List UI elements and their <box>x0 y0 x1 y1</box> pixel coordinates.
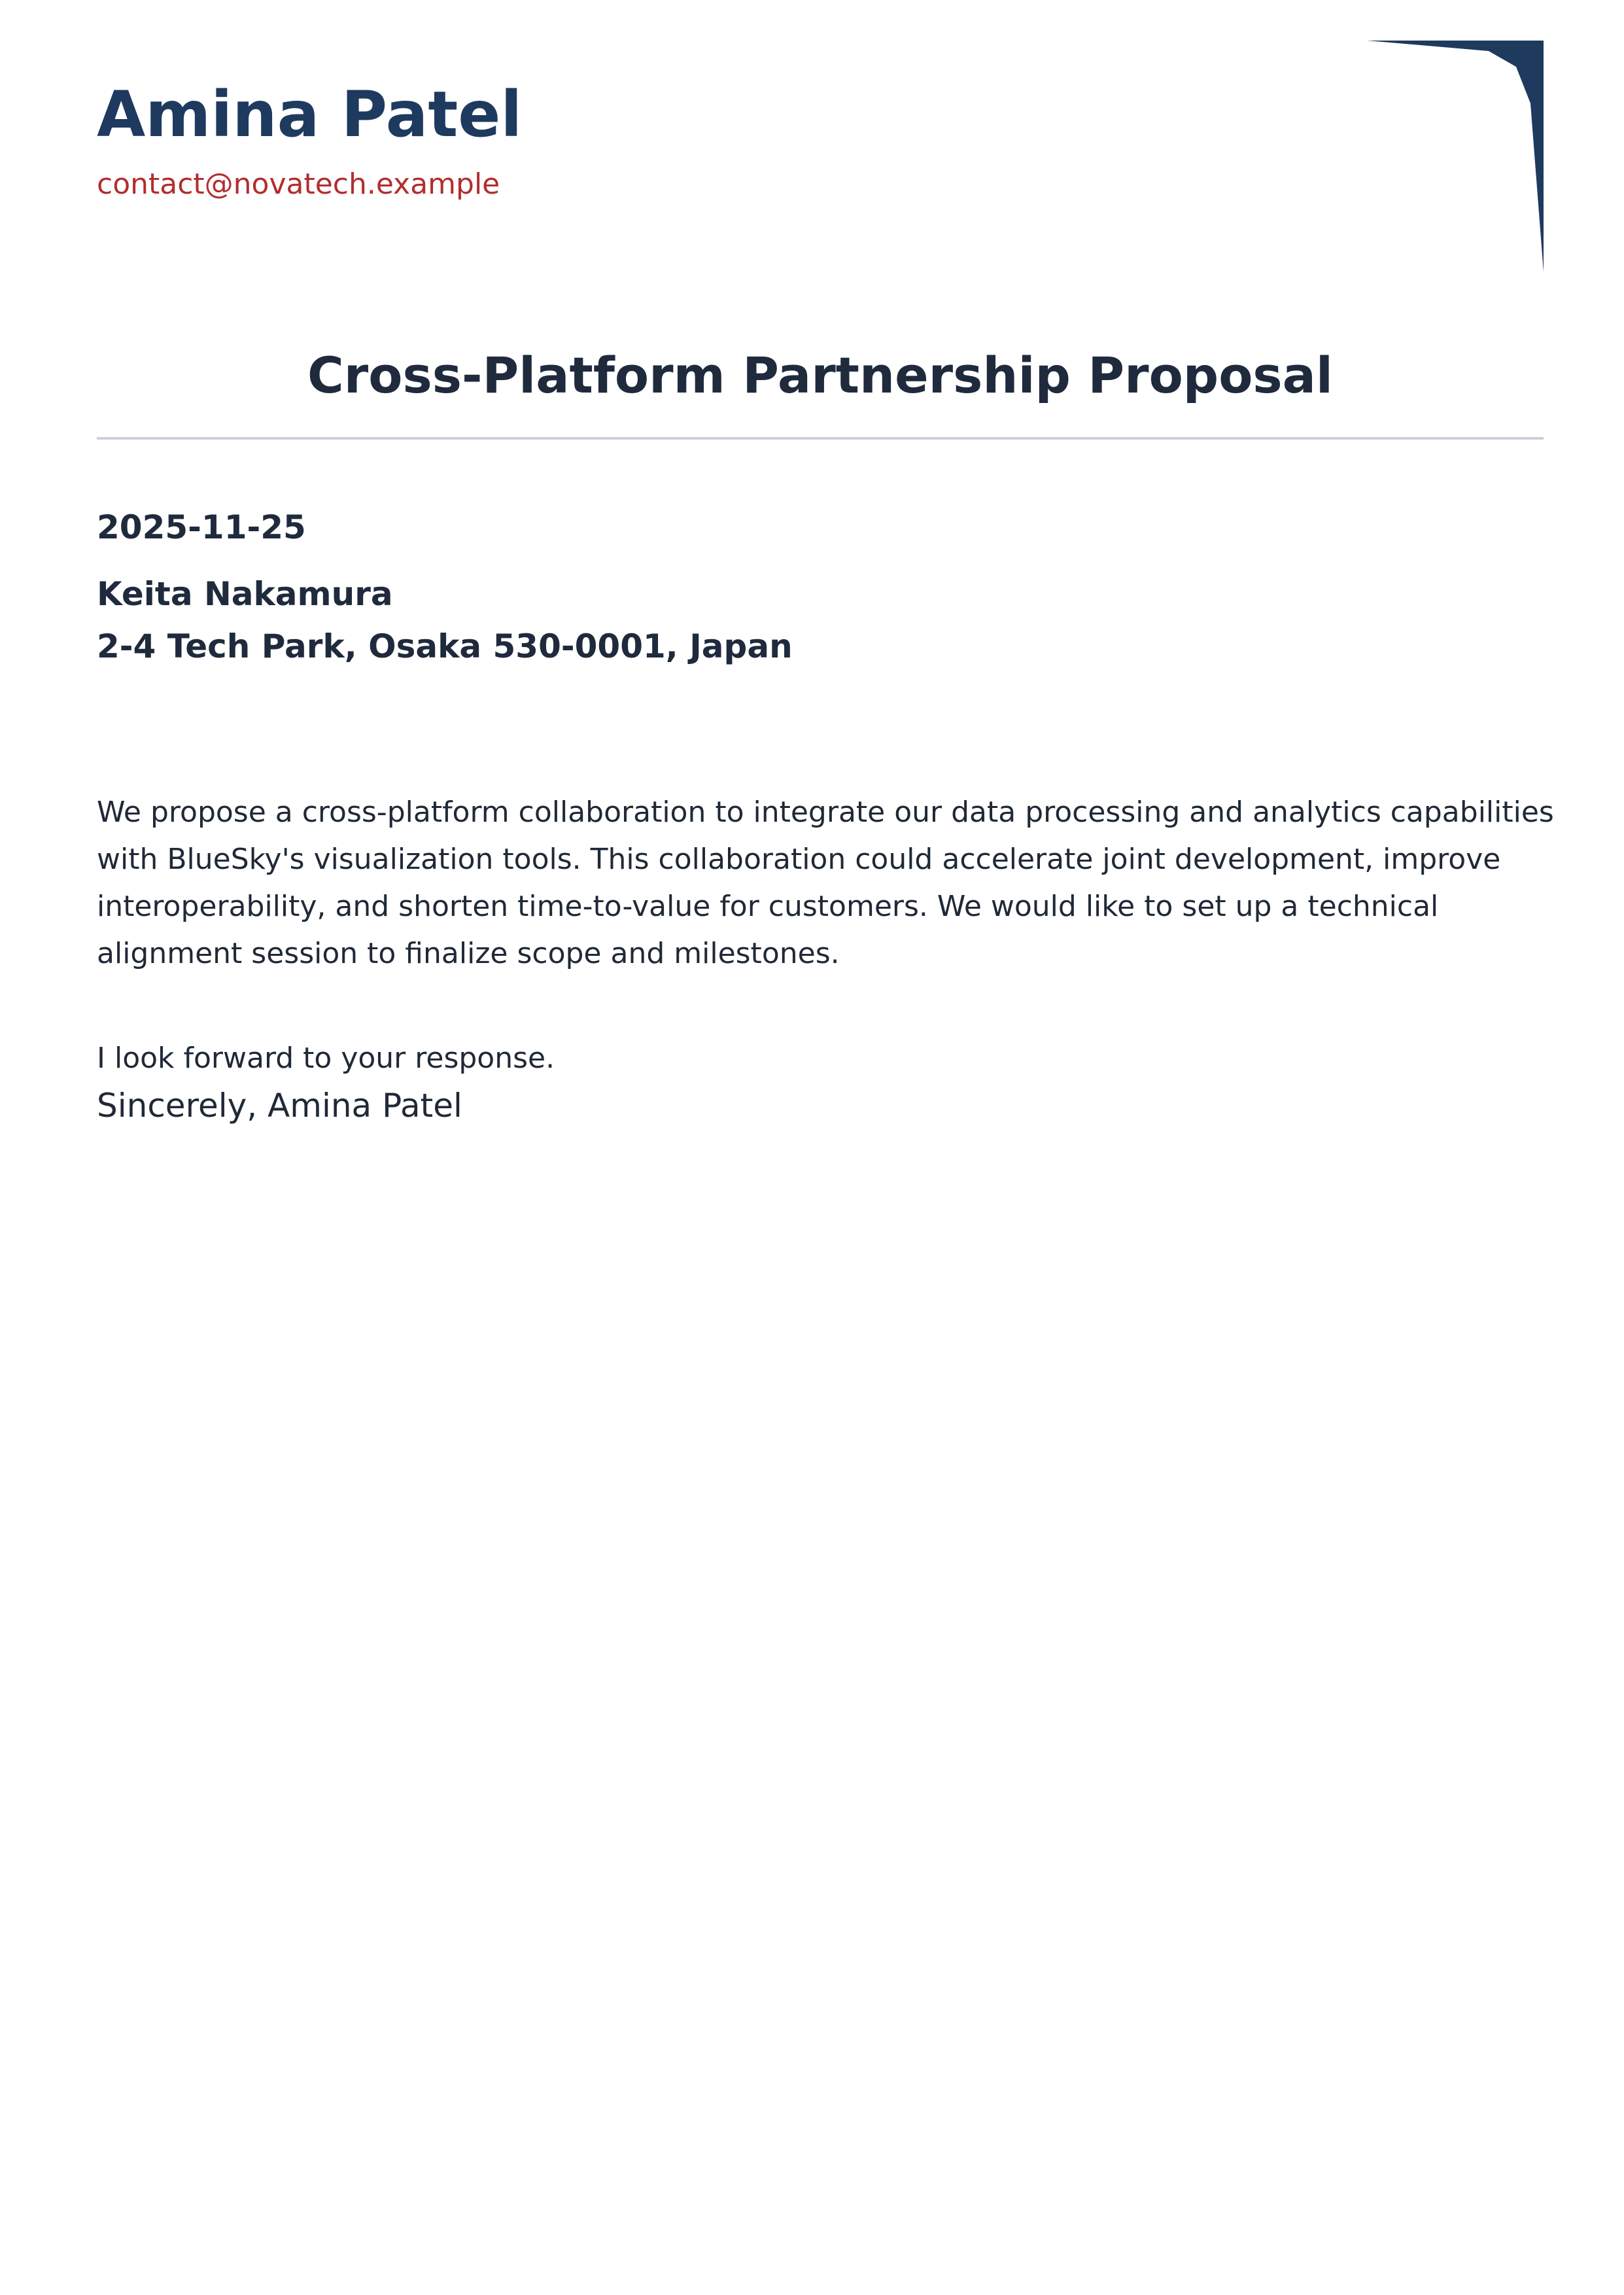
corner-decoration-shape <box>1367 39 1544 275</box>
letter-date: 2025-11-25 <box>97 508 306 546</box>
document-title: Cross-Platform Partnership Proposal <box>307 346 1333 404</box>
sender-name: Amina Patel <box>97 78 523 151</box>
body-paragraph: We propose a cross-platform collaboration to integrate our data processing and analytics capabilities with BlueSky's visualization tools. This collaboration could accelerate joint development, improve interoperability, and shorten time-to-value for customers. We would like to set up a technical alignment session to finalize scope and milestones. <box>97 796 1554 970</box>
sender-email: contact@novatech.example <box>97 167 500 201</box>
title-divider <box>97 437 1544 440</box>
recipient-name: Keita Nakamura <box>97 575 393 613</box>
signoff: Sincerely, Amina Patel <box>97 1087 462 1125</box>
closing-line: I look forward to your response. <box>97 1042 555 1075</box>
recipient-address: 2-4 Tech Park, Osaka 530-0001, Japan <box>97 627 793 665</box>
